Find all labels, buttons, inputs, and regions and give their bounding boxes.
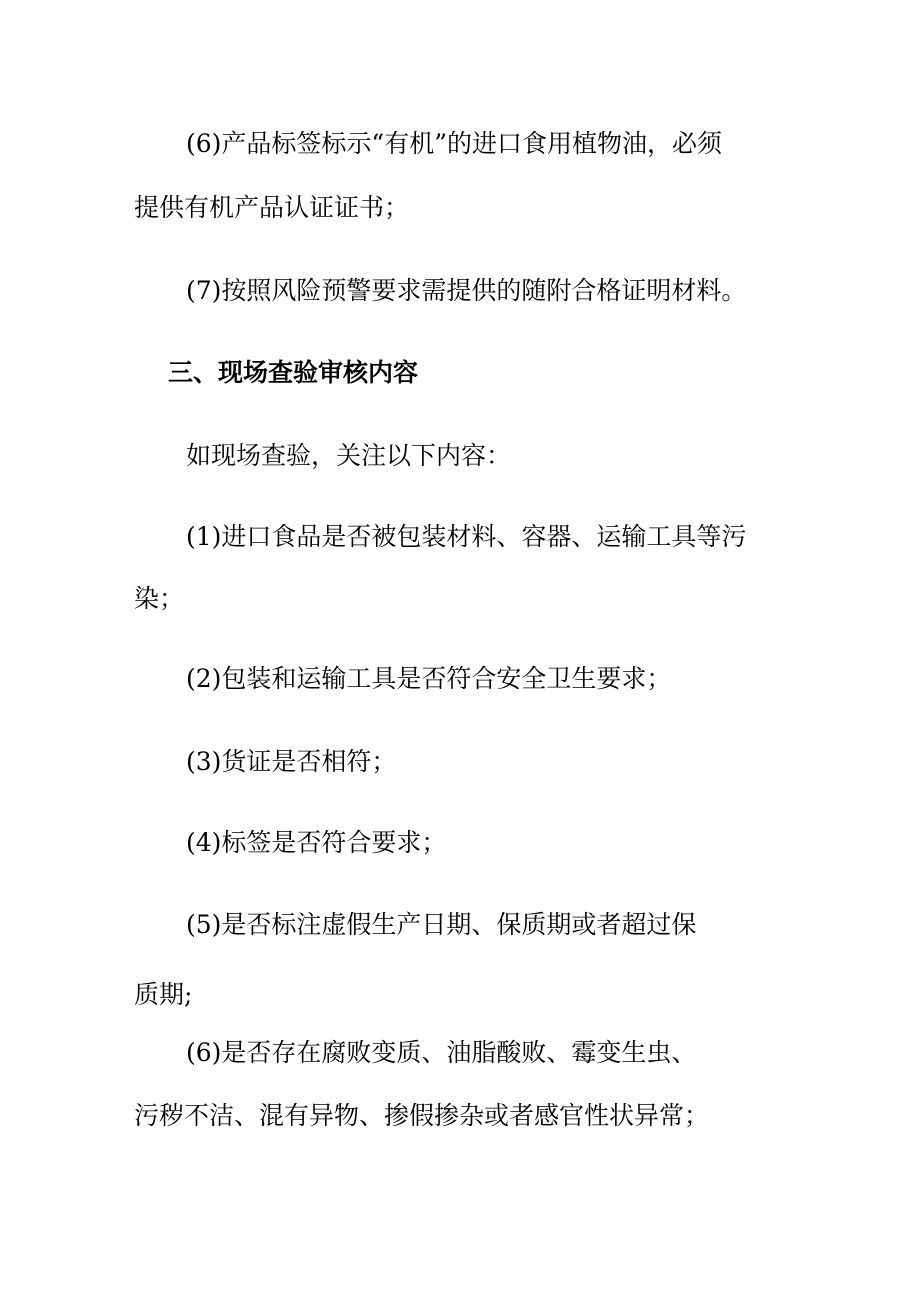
check-item-5-line-2: 质期; [134,980,193,1009]
item-6-organic-line-1: (6)产品标签标示“有机”的进口食用植物油，必须 [186,129,722,158]
check-item-1-line-2: 染； [134,584,185,613]
check-item-6-line-1: (6)是否存在腐败变质、油脂酸败、霉变生虫、 [186,1038,697,1067]
check-item-1-line-1: (1)进口食品是否被包装材料、容器、运输工具等污 [186,522,747,551]
section-heading-3: 三、现场查验审核内容 [168,358,419,387]
check-item-4: (4)标签是否符合要求； [186,828,447,857]
item-6-organic-line-2: 提供有机产品认证证书； [134,193,410,222]
check-item-2: (2)包装和运输工具是否符合安全卫生要求； [186,664,672,693]
check-item-6-line-2: 污秽不洁、混有异物、掺假掺杂或者感官性状异常； [134,1101,710,1130]
check-item-3: (3)货证是否相符； [186,747,397,776]
check-item-5-line-1: (5)是否标注虚假生产日期、保质期或者超过保 [186,910,697,939]
item-7-risk-warning: (7)按照风险预警要求需提供的随附合格证明材料。 [186,276,747,305]
intro-paragraph: 如现场查验，关注以下内容： [186,441,512,470]
